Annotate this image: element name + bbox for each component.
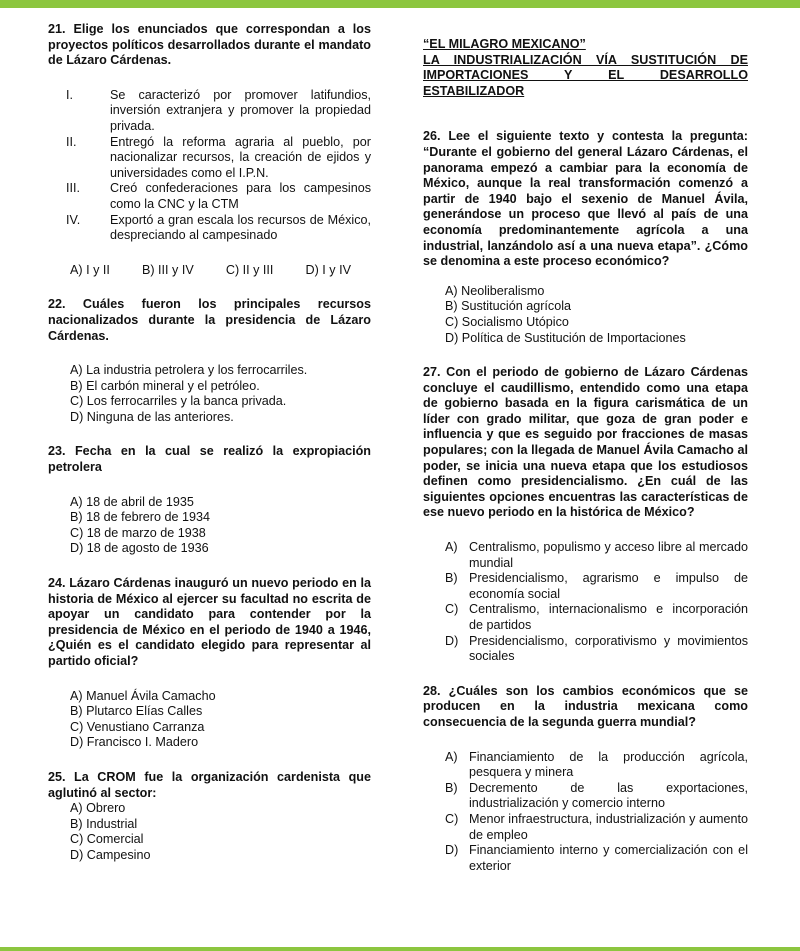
right-column [423,22,748,874]
question-22-text: 22. Cuáles fueron los principales recursos nacionalizados durante la presidencia de Lázaro Cárdenas. [48,297,371,343]
top-accent-bar [0,0,800,8]
question-21-text: 21. Elige los enunciados que correspondan a los proyectos políticos desarrollados durante el mandato de Lázaro Cárdenas. [48,22,371,68]
statement-item [48,88,371,135]
option-c[interactable]: C) II y III [225,262,274,277]
bottom-accent-bar [0,947,800,951]
section-title: “EL MILAGRO MEXICANO” [423,37,586,51]
question-21-statements [48,88,371,244]
question-25-options [48,801,371,863]
option-d[interactable] [445,843,748,874]
option-d[interactable]: D) I y IV [305,262,351,277]
option-c[interactable]: C) 18 de marzo de 1938 [70,525,206,540]
option-text: Decremento de las exportaciones, industrialización y comercio interno [469,780,748,811]
option-c[interactable] [445,812,748,843]
option-c[interactable]: C) Socialismo Utópico [445,314,569,329]
option-a[interactable] [445,750,748,781]
option-b[interactable]: B) III y IV [141,262,194,277]
option-letter: C) [445,602,459,617]
option-a[interactable]: A) Obrero [70,801,126,816]
option-text: Presidencialismo, agrarismo e impulso de economía social [469,571,748,601]
option-text: Centralismo, internacionalismo e incorporación de partidos [469,602,748,632]
statement-number: IV. [66,212,81,227]
option-b[interactable]: B) El carbón mineral y el petróleo. [70,378,260,393]
statement-item [48,135,371,182]
question-24-options [48,689,371,751]
option-d[interactable]: D) Campesino [70,847,151,862]
statement-item [48,213,371,244]
option-letter: B) [445,571,458,586]
question-23-options [48,495,371,557]
option-letter: A) [445,540,458,555]
left-column [48,22,371,864]
option-letter: D) [445,633,459,648]
option-text: Financiamiento de la producción agrícola, pesquera y minera [469,749,748,780]
statement-text: Entregó la reforma agraria al pueblo, por nacionalizar recursos, la creación de ejidos y universidades como el I.P.N. [110,134,371,180]
statement-number: III. [66,181,80,196]
statement-number: I. [66,87,73,102]
option-a[interactable] [445,540,748,571]
option-a[interactable]: A) Manuel Ávila Camacho [70,688,216,703]
option-a[interactable]: A) 18 de abril de 1935 [70,494,194,509]
statement-text: Creó confederaciones para los campesinos como la CNC y la CTM [110,181,371,211]
statement-number: II. [66,134,77,149]
option-b[interactable]: B) Industrial [70,816,138,831]
option-letter: B) [445,780,458,795]
option-b[interactable]: B) Plutarco Elías Calles [70,704,203,719]
question-27-text: 27. Con el periodo de gobierno de Lázaro Cárdenas concluye el caudillismo, entendido como una etapa de gobierno basada en la figura carismática de un líder con grado militar, que goza de gran poder e influencia y que es seguido por fracciones de masas populares; con la llegada de Manuel Ávila Camacho al poder, se inicia una nueva etapa que los estudiosos definen como presidencialismo. ¿En cuál de las siguientes opciones encuentras las características de ese nuevo periodo en la histórica de México? [423,365,748,520]
statement-text: Exportó a gran escala los recursos de México, despreciando al campesinado [110,212,371,243]
question-26-text: 26. Lee el siguiente texto y contesta la pregunta: “Durante el gobierno del general Lázaro Cárdenas, el panorama empezó a cambiar para la economía de México, aunque la real transformación comenzó a partir de 1940 bajo el sexenio de Manuel Ávila, generándose un proceso que llevó al país de una economía predominantemente agrícola a una industrial, lanzándolo así a una nueva etapa”. ¿Cómo se denomina a este proceso económico? [423,129,748,269]
option-d[interactable]: D) 18 de agosto de 1936 [70,541,209,556]
option-text: Presidencialismo, corporativismo y movimientos sociales [469,633,748,664]
option-b[interactable] [445,571,748,602]
option-b[interactable]: B) Sustitución agrícola [445,299,571,314]
option-d[interactable] [445,634,748,665]
option-letter: C) [445,811,459,826]
option-a[interactable]: A) La industria petrolera y los ferrocarriles. [70,363,308,378]
option-d[interactable]: D) Política de Sustitución de Importaciones [445,330,686,345]
option-a[interactable]: A) Neoliberalismo [445,283,545,298]
option-d[interactable]: D) Francisco I. Madero [70,735,199,750]
question-25-text: 25. La CROM fue la organización cardenista que aglutinó al sector: [48,769,371,800]
option-b[interactable] [445,781,748,812]
question-26-options [423,284,748,346]
option-c[interactable] [445,602,748,633]
question-27-options [423,540,748,665]
question-23-text: 23. Fecha en la cual se realizó la expropiación petrolera [48,444,371,475]
option-c[interactable]: C) Los ferrocarriles y la banca privada. [70,394,287,409]
option-b[interactable]: B) 18 de febrero de 1934 [70,510,211,525]
option-text: Financiamiento interno y comercialización con el exterior [469,843,748,873]
option-letter: A) [445,749,458,764]
option-text: Centralismo, populismo y acceso libre al mercado mundial [469,540,748,570]
option-letter: D) [445,843,459,858]
question-21-options [48,263,371,279]
question-24-text: 24. Lázaro Cárdenas inauguró un nuevo periodo en la historia de México al ejercer su facultad no escrita de apoyar un candidato para contender por la presidencia de México en el periodo de 1940 a 1946, ¿Quién es el candidato elegido para representar al partido oficial? [48,576,371,668]
question-28-text: 28. ¿Cuáles son los cambios económicos que se producen en la industria mexicana como consecuencia de la segunda guerra mundial? [423,683,748,729]
section-subtitle: LA INDUSTRIALIZACIÓN VÍA SUSTITUCIÓN DE IMPORTACIONES Y EL DESARROLLO ESTABILIZADOR [423,52,748,98]
option-text: Menor infraestructura, industrialización y aumento de empleo [469,811,748,842]
question-28-options [423,750,748,875]
option-a[interactable]: A) I y II [70,262,110,277]
option-d[interactable]: D) Ninguna de las anteriores. [70,409,234,424]
question-22-options [48,363,371,425]
section-heading [423,37,748,99]
statement-item [48,181,371,212]
statement-text: Se caracterizó por promover latifundios, inversión extranjera y promover la propiedad privada. [110,87,371,133]
option-c[interactable]: C) Venustiano Carranza [70,719,205,734]
option-c[interactable]: C) Comercial [70,832,144,847]
